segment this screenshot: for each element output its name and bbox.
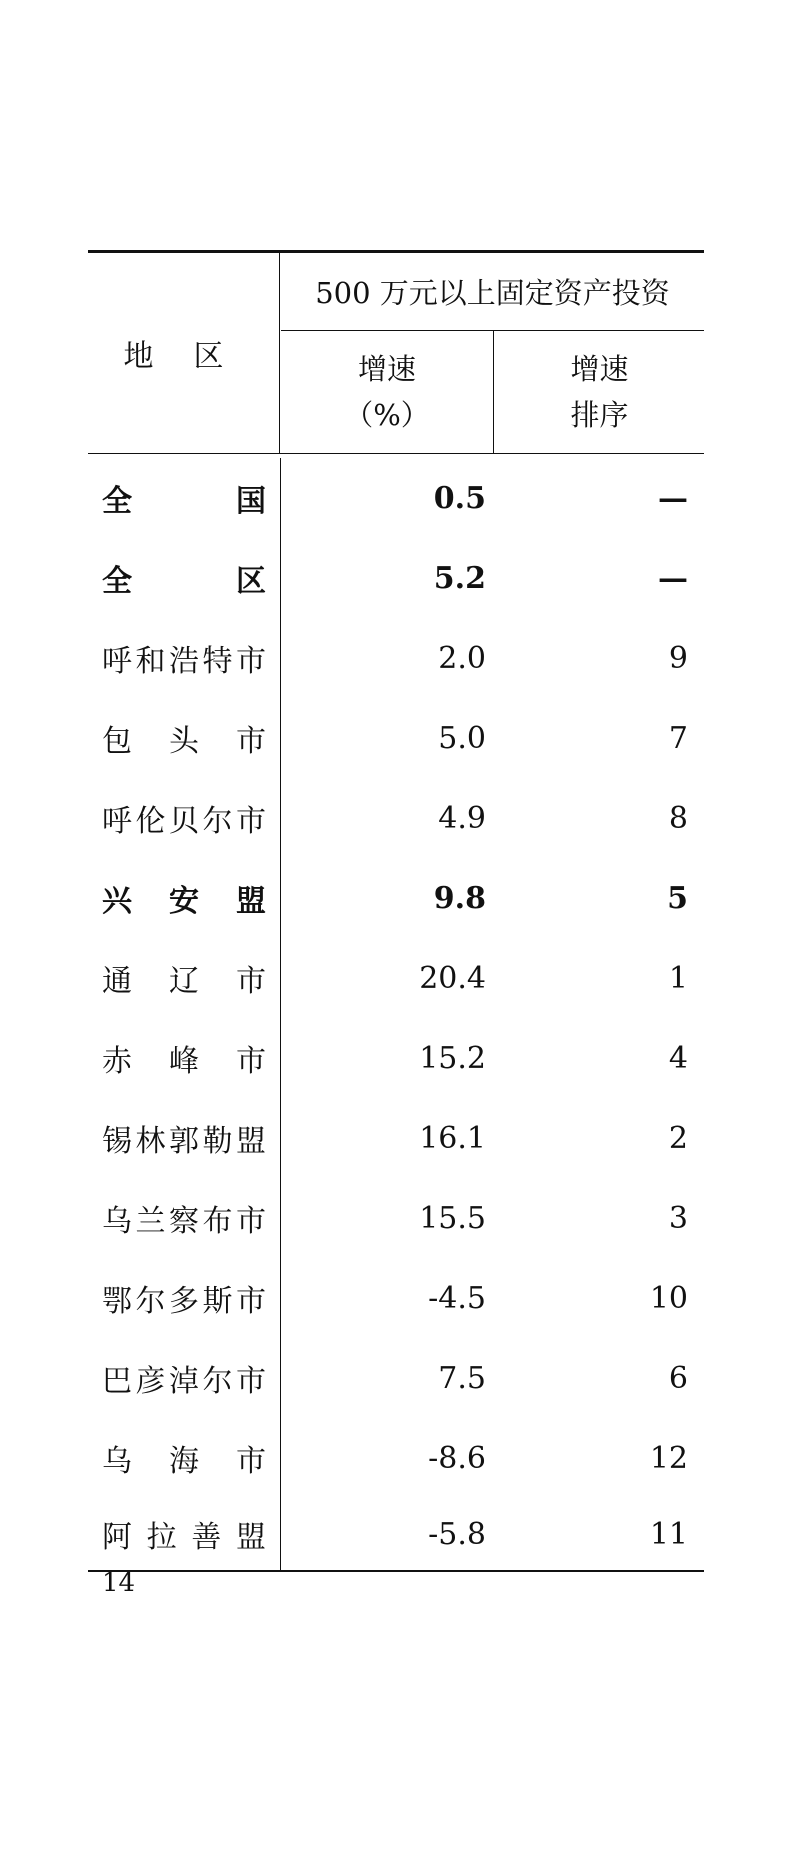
table-row xyxy=(88,1338,704,1418)
growth-cell: 5.2 xyxy=(433,560,486,596)
growth-cell: 9.8 xyxy=(433,880,486,916)
region-cell: 乌 兰 察 布 市 xyxy=(102,1204,266,1239)
region-cell: 呼 伦 贝 尔 市 xyxy=(102,804,266,839)
table-row xyxy=(88,458,704,538)
rank-cell: 10 xyxy=(649,1280,688,1316)
table-row xyxy=(88,1098,704,1178)
growth-cell: 5.0 xyxy=(438,720,486,756)
table-row xyxy=(88,1178,704,1258)
table-row xyxy=(88,1418,704,1498)
rank-cell: 2 xyxy=(668,1120,688,1156)
rank-header-line1: 增速 xyxy=(570,352,629,386)
growth-cell: 16.1 xyxy=(419,1120,486,1156)
investment-table xyxy=(88,250,704,1572)
rank-header-line2: 排序 xyxy=(570,398,629,432)
rank-cell: 12 xyxy=(649,1440,688,1476)
table-row xyxy=(88,1258,704,1338)
growth-cell: -8.6 xyxy=(428,1440,486,1476)
growth-header-line2: （%） xyxy=(344,398,430,432)
region-cell: 通 辽 市 xyxy=(102,964,266,999)
rank-cell: 5 xyxy=(667,880,688,916)
region-cell: 赤 峰 市 xyxy=(102,1044,266,1079)
growth-column-header xyxy=(281,331,494,453)
region-cell: 乌 海 市 xyxy=(102,1444,266,1479)
rank-cell: 6 xyxy=(668,1360,688,1396)
rank-cell: 7 xyxy=(668,720,688,756)
region-cell: 包 头 市 xyxy=(102,724,266,759)
region-cell: 锡 林 郭 勒 盟 xyxy=(102,1124,266,1159)
region-cell: 巴 彦 淖 尔 市 xyxy=(102,1364,266,1399)
table-row xyxy=(88,858,704,938)
table-row xyxy=(88,1018,704,1098)
region-cell: 鄂 尔 多 斯 市 xyxy=(102,1284,266,1319)
growth-cell: 20.4 xyxy=(419,960,486,996)
region-cell: 呼 和 浩 特 市 xyxy=(102,644,266,679)
rank-cell: 4 xyxy=(668,1040,688,1076)
region-column-header: 地区 xyxy=(88,253,280,453)
table-row xyxy=(88,938,704,1018)
growth-header-line1: 增速 xyxy=(357,352,416,386)
investment-group-header: 500 万元以上固定资产投资 xyxy=(281,253,704,331)
region-cell: 阿 拉 善 盟 xyxy=(102,1520,266,1555)
growth-cell: -4.5 xyxy=(428,1280,486,1316)
region-cell: 全 国 xyxy=(102,484,266,519)
growth-cell: 15.2 xyxy=(419,1040,486,1076)
growth-cell: 2.0 xyxy=(438,640,486,676)
rank-cell: 1 xyxy=(668,960,688,996)
table-row xyxy=(88,538,704,618)
rank-cell: 11 xyxy=(649,1516,688,1552)
region-cell: 兴 安 盟 xyxy=(102,884,266,919)
table-row xyxy=(88,618,704,698)
table-row xyxy=(88,778,704,858)
rank-cell: — xyxy=(658,560,688,596)
region-cell: 全 区 xyxy=(102,564,266,599)
growth-cell: 7.5 xyxy=(438,1360,486,1396)
growth-cell: 4.9 xyxy=(438,800,486,836)
rank-cell: 9 xyxy=(668,640,688,676)
rank-cell: — xyxy=(658,480,688,516)
rank-cell: 3 xyxy=(668,1200,688,1236)
rank-column-header xyxy=(495,331,704,453)
table-header xyxy=(88,250,704,454)
table-row xyxy=(88,698,704,778)
table-row xyxy=(88,1498,704,1570)
table-body xyxy=(88,458,704,1572)
growth-cell: 0.5 xyxy=(433,480,486,516)
growth-cell: 15.5 xyxy=(419,1200,486,1236)
rank-cell: 8 xyxy=(668,800,688,836)
page-number: 14 xyxy=(102,1568,136,1598)
growth-cell: -5.8 xyxy=(428,1516,486,1552)
